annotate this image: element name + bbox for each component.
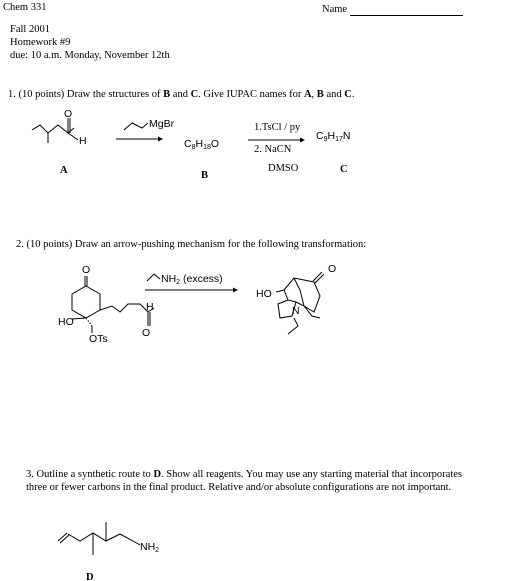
label-c: C bbox=[340, 164, 348, 175]
compound-a-structure bbox=[32, 108, 87, 147]
side-chain-h: H bbox=[146, 301, 154, 313]
product-n: N bbox=[292, 305, 300, 317]
reaction-arrow-1 bbox=[116, 137, 163, 142]
question-1-prompt: 1. (10 points) Draw the structures of B and C. Give IUPAC names for A, B and C. bbox=[8, 89, 355, 100]
amine-label: NH2 bbox=[140, 541, 160, 554]
product-ketone-o: O bbox=[328, 263, 337, 275]
side-chain-o: O bbox=[142, 327, 151, 339]
formula-b: C8H18O bbox=[184, 138, 220, 151]
grignard-reagent bbox=[124, 118, 175, 130]
step-2-reagent: 2. NaCN bbox=[254, 144, 292, 155]
tosylate-label: OTs bbox=[89, 333, 108, 345]
compound-d-structure bbox=[58, 522, 159, 555]
formula-c: C9H17N bbox=[316, 130, 351, 143]
label-d: D bbox=[86, 572, 94, 581]
product-structure bbox=[256, 263, 336, 334]
step-2-solvent: DMSO bbox=[268, 163, 299, 174]
aldehyde-h: H bbox=[79, 135, 87, 147]
ethylamine-reagent bbox=[147, 273, 223, 286]
name-label: Name bbox=[322, 4, 348, 15]
due-date: due: 10 a.m. Monday, November 12th bbox=[10, 50, 170, 61]
starting-material-structure bbox=[58, 264, 154, 345]
ethylamine-label: NH2 (excess) bbox=[161, 273, 223, 286]
question-3-prompt: 3. Outline a synthetic route to D. Show all reagents. You may use any starting material that incorporates bbox=[26, 469, 462, 480]
mgbr-label: MgBr bbox=[149, 118, 175, 130]
reaction-arrow-3 bbox=[145, 288, 238, 293]
reaction-arrow-2 bbox=[248, 138, 305, 143]
question-3-prompt-line2: three or fewer carbons in the final product. Relative and/or absolute configurations are not important. bbox=[26, 482, 452, 493]
step-1-reagent: 1.TsCl / py bbox=[254, 122, 301, 133]
hydroxyl-label: HO bbox=[58, 316, 74, 328]
label-a: A bbox=[60, 165, 68, 176]
assignment-title: Homework #9 bbox=[10, 37, 71, 48]
label-b: B bbox=[201, 170, 209, 181]
ketone-o: O bbox=[82, 264, 91, 276]
term: Fall 2001 bbox=[10, 24, 50, 35]
aldehyde-o: O bbox=[64, 108, 73, 120]
question-2-prompt: 2. (10 points) Draw an arrow-pushing mechanism for the following transformation: bbox=[16, 239, 367, 250]
course-title: Chem 331 bbox=[3, 2, 47, 13]
product-hydroxyl: HO bbox=[256, 288, 272, 300]
